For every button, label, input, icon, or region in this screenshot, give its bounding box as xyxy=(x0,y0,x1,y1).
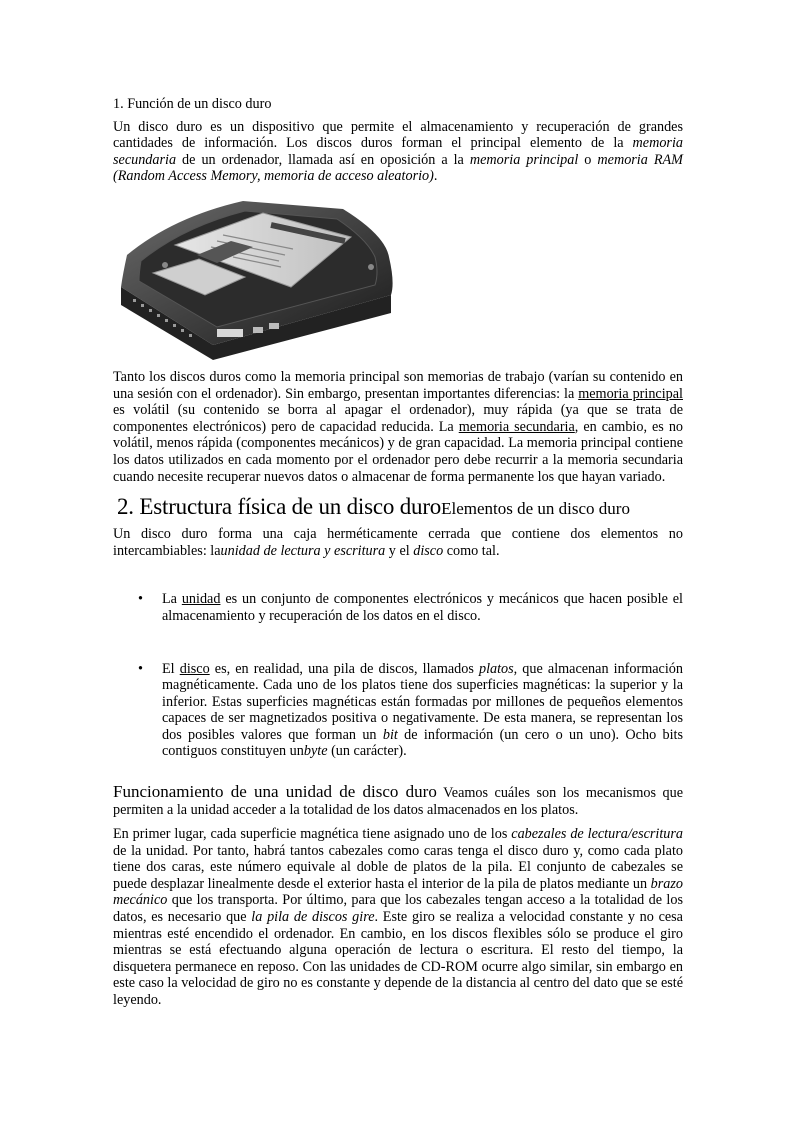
section-heading-estructura xyxy=(117,494,683,520)
paragraph-intro: Un disco duro es un dispositivo que permite el almacenamiento y recuperación de grandes cantidades de información. Los discos duros forman el principal elemento de la memoria secundaria de un ordenador, llamada así en oposición a la memoria principal o memoria RAM (Random Access Memory, memoria de acceso aleatorio). xyxy=(113,118,683,185)
hard-disk-photo xyxy=(113,195,398,360)
list-item-unidad: • La unidad es un conjunto de componentes electrónicos y mecánicos que hacen posible el almacenamiento y recuperación de los datos en el disco. xyxy=(138,591,683,624)
list-item-disco: • El disco es, en realidad, una pila de discos, llamados platos, que almacenan información magnéticamente. Cada uno de los platos tiene dos superficies magnéticas: la superior y la inferior. Estas superficies magnéticas están formadas por millones de pequeños elementos capaces de ser magnetizados positiva o negativamente. De esta manera, se representan los dos posibles valores que forman un bit de información (un cero o un uno). Ocho bits contiguos constituyen unbyte (un carácter). xyxy=(138,660,683,760)
term-disco: disco xyxy=(413,542,444,559)
term-memoria-ram: memoria RAM (Random Access Memory, memoria de acceso aleatorio) xyxy=(113,151,683,185)
term-brazo-mecanico: brazo mecánico xyxy=(113,875,683,909)
section-heading-funcion: 1. Función de un disco duro xyxy=(113,96,272,112)
paragraph-funcionamiento: En primer lugar, cada superficie magnética tiene asignado uno de los cabezales de lectura/escritura de la unidad. Por tanto, habrá tantos cabezales como caras tenga el disco duro y, como cada plato tiene dos caras, este número equivale al doble de platos de la pila. El conjunto de cabezales se puede desplazar linealmente desde el exterior hasta el interior de la pila de platos mediante un brazo mecánico que los transporta. Por último, para que los cabezales tengan acceso a la totalidad de los datos, es necesario que la pila de discos gire. Este giro se realiza a velocidad constante y no cesa mientras esté encendido el ordenador. En cambio, en los discos flexibles sólo se produce el giro mientras se está efectuando alguna operación de lectura o escritura. El resto del tiempo, la disquetera permanece en reposo. Con las unidades de CD-ROM ocurre algo similar, sin embargo en este caso la velocidad de giro no es constante y depende de la distancia al centro del dato que se esté leyendo. xyxy=(113,826,684,1008)
bullet-icon: • xyxy=(138,660,143,677)
term-unidad: unidad xyxy=(181,591,221,608)
paragraph-memorias: Tanto los discos duros como la memoria principal son memorias de trabajo (varían su contenido en una sesión con el ordenador). Sin embargo, presentan importantes diferencias: la memoria principal es volátil (su contenido se borra al apagar el ordenador), muy rápida (ya que se trata de componentes electrónicos) pero de capacidad reducida. La memoria secundaria, en cambio, es no volátil, menos rápida (componentes mecánicos) y de gran capacidad. La memoria principal contiene los datos utilizados en cada momento por el ordenador pero debe recurrir a la memoria secundaria cuando necesite recuperar nuevos datos o almacenar de forma permanente los que hayan variado. xyxy=(113,368,684,485)
term-bit: bit xyxy=(382,726,398,743)
term-memoria-principal-underlined: memoria principal xyxy=(578,385,683,402)
term-pila-discos-gire: la pila de discos gire xyxy=(251,909,375,926)
term-platos: platos xyxy=(478,660,514,677)
heading-estructura-fisica: 2. Estructura física de un disco duro xyxy=(117,494,442,520)
paragraph-estructura-intro: Un disco duro forma una caja herméticamente cerrada que contiene dos elementos no intercambiables: launidad de lectura y escritura y el disco como tal. xyxy=(113,526,683,559)
term-memoria-principal: memoria principal xyxy=(469,151,579,168)
hard-disk-drive-icon xyxy=(113,195,398,360)
heading-funcionamiento: Funcionamiento de una unidad de disco duro xyxy=(113,782,437,802)
term-disco-underlined: disco xyxy=(179,660,210,677)
elements-list xyxy=(113,591,683,760)
section-funcionamiento-intro: Funcionamiento de una unidad de disco duro Veamos cuáles son los mecanismos que permiten a la unidad acceder a la totalidad de los datos almacenados en los platos. xyxy=(113,782,683,819)
term-memoria-secundaria-underlined: memoria secundaria xyxy=(458,418,575,435)
term-byte: byte xyxy=(303,743,328,760)
document-page xyxy=(113,96,683,1009)
term-unidad-lectura-escritura: unidad de lectura y escritura xyxy=(220,542,386,559)
bullet-icon: • xyxy=(138,591,143,608)
term-memoria-secundaria: memoria secundaria xyxy=(113,135,683,168)
term-cabezales: cabezales de lectura/escritura xyxy=(511,826,684,843)
heading-elementos: Elementos de un disco duro xyxy=(441,499,630,519)
